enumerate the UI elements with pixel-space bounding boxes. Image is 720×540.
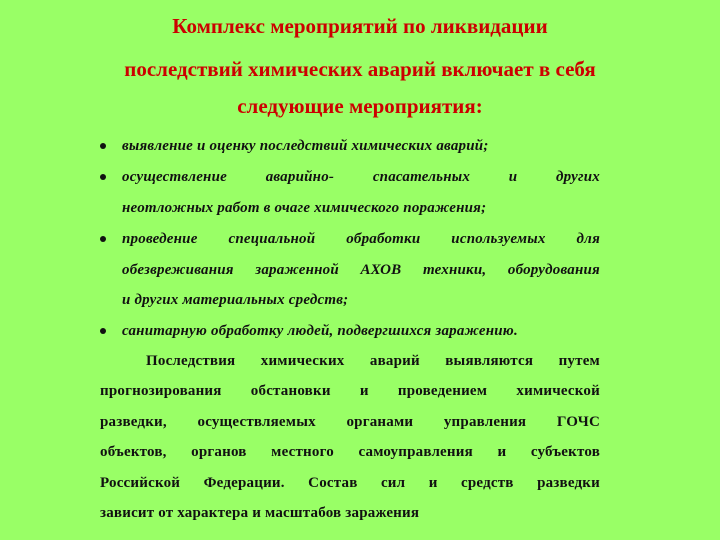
bullet-3-line-2	[122, 259, 600, 281]
word: обстановки	[250, 383, 331, 399]
word: Последствия	[146, 353, 236, 369]
paragraph-line-4	[100, 441, 600, 463]
word: и	[359, 383, 369, 399]
bullet-item-2	[100, 166, 600, 188]
word: оборудования	[507, 262, 600, 278]
word: Состав	[308, 475, 358, 491]
word: проведение	[122, 231, 198, 247]
bullet-icon	[100, 328, 106, 334]
word: органов	[191, 444, 247, 460]
word: путем	[558, 353, 600, 369]
bullet-item-3	[100, 228, 600, 250]
paragraph-line-1	[146, 350, 600, 372]
word: для	[576, 231, 600, 247]
bullet-2-line-2: неотложных работ в очаге химического поражения;	[122, 200, 487, 216]
word: используемых	[451, 231, 546, 247]
bullet-3-line-3: и других материальных средств;	[122, 292, 349, 308]
word: разведки	[537, 475, 600, 491]
bullet-4-line-1: санитарную обработку людей, подвергшихся заражению.	[122, 323, 518, 339]
word: специальной	[228, 231, 316, 247]
bullet-icon	[100, 174, 106, 180]
bullet-icon	[100, 236, 106, 242]
word: средств	[461, 475, 514, 491]
word: проведением	[397, 383, 488, 399]
word: органами	[346, 414, 414, 430]
word: разведки,	[100, 414, 167, 430]
paragraph-line-3	[100, 411, 600, 433]
word: химической	[516, 383, 600, 399]
word: обезвреживания	[122, 262, 234, 278]
word: самоуправления	[358, 444, 473, 460]
word: Российской	[100, 475, 181, 491]
bullet-3-line-1	[122, 228, 600, 250]
title-line-2: последствий химических аварий включает в себя	[124, 57, 596, 81]
word: аварий	[369, 353, 420, 369]
paragraph-line-5	[100, 472, 600, 494]
bullet-1-line-1: выявление и оценку последствий химических аварий;	[122, 138, 489, 154]
word: ГОЧС	[556, 414, 600, 430]
paragraph-line-2	[100, 380, 600, 402]
bullet-icon	[100, 143, 106, 149]
word: зараженной	[255, 262, 339, 278]
word: выявляются	[445, 353, 534, 369]
word: техники,	[422, 262, 487, 278]
word: обработки	[346, 231, 421, 247]
word: и	[497, 444, 507, 460]
bullet-2-line-1	[122, 166, 600, 188]
word: и	[508, 169, 518, 185]
word: химических	[260, 353, 345, 369]
word: аварийно-	[265, 169, 335, 185]
word: осуществление	[122, 169, 227, 185]
word: других	[555, 169, 600, 185]
word: Федерации.	[203, 475, 285, 491]
word: АХОВ	[360, 262, 402, 278]
word: спасательных	[372, 169, 471, 185]
bullet-item-4	[100, 320, 600, 342]
word: объектов,	[100, 444, 167, 460]
word: и	[428, 475, 438, 491]
paragraph-line-6: зависит от характера и масштабов заражения	[100, 505, 420, 521]
word: управления	[443, 414, 527, 430]
word: сил	[380, 475, 406, 491]
word: субъектов	[530, 444, 600, 460]
word: местного	[271, 444, 334, 460]
title-line-1: Комплекс мероприятий по ликвидации	[172, 14, 548, 38]
word: прогнозирования	[100, 383, 222, 399]
title-line-3: следующие мероприятия:	[237, 94, 483, 118]
bullet-item-1	[100, 135, 600, 157]
word: осуществляемых	[197, 414, 316, 430]
